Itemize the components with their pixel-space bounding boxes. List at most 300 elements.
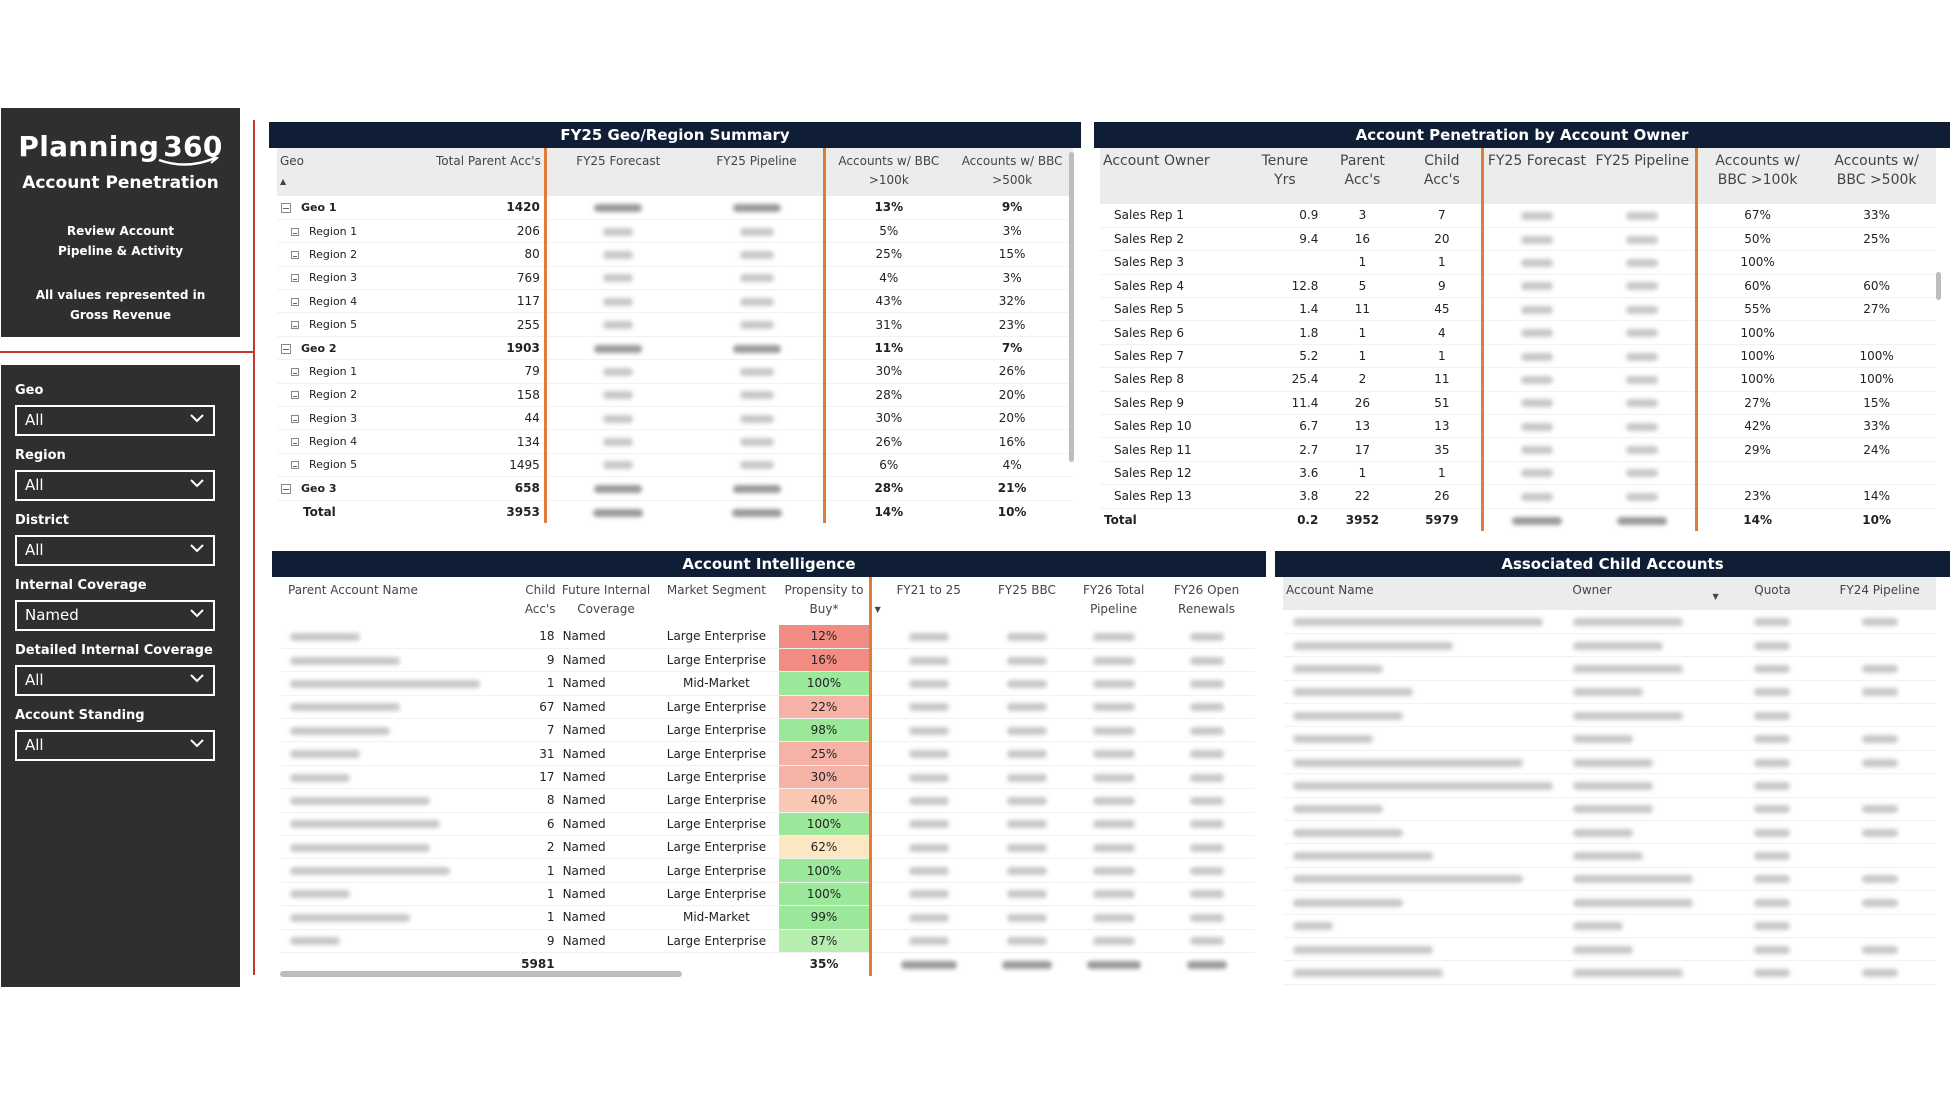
cell-segment: Large Enterprise [653, 648, 779, 671]
panel-title: Associated Child Accounts [1275, 551, 1950, 577]
redacted-value [290, 774, 350, 782]
redacted-value [1093, 633, 1135, 641]
redacted-value [1626, 469, 1658, 477]
cell-forecast [1483, 274, 1590, 297]
cell-segment: Large Enterprise [653, 742, 779, 765]
panel-title: FY25 Geo/Region Summary [269, 122, 1081, 148]
redacted-value [1754, 665, 1790, 673]
cell-bbc100: 100% [1696, 368, 1817, 391]
cell-tenure: 1.4 [1248, 298, 1323, 321]
expand-icon[interactable] [291, 415, 299, 423]
cell-parent: 16 [1322, 227, 1402, 250]
cell-quota [1722, 680, 1824, 703]
table-row[interactable] [277, 313, 1073, 336]
cell-quota [1722, 961, 1824, 984]
redacted-value [1190, 750, 1224, 758]
table-row[interactable] [277, 243, 1073, 266]
cell-name [277, 313, 421, 336]
table-row[interactable] [1283, 797, 1936, 820]
sort-asc-icon: ▲ [280, 177, 287, 186]
table-row[interactable] [280, 929, 1254, 952]
table-row[interactable] [1283, 891, 1936, 914]
redacted-value [1862, 618, 1898, 626]
cell-quota [1722, 704, 1824, 727]
cell-fy26-renewals [1159, 672, 1254, 695]
cell-pipeline [690, 290, 825, 313]
cell-coverage: Named [559, 929, 654, 952]
redacted-value [1093, 797, 1135, 805]
redacted-value [290, 890, 350, 898]
table-row[interactable] [1283, 704, 1936, 727]
col-header[interactable] [1569, 577, 1721, 610]
table-row[interactable] [1283, 774, 1936, 797]
cell-quota [1722, 750, 1824, 773]
redacted-value [1754, 618, 1790, 626]
table-row[interactable] [280, 906, 1254, 929]
cell-parents: 769 [421, 266, 545, 289]
cell-parents: 158 [421, 383, 545, 406]
cell-tenure: 25.4 [1248, 368, 1323, 391]
cell-bbc100: 4% [825, 266, 951, 289]
col-header[interactable] [277, 148, 421, 196]
redacted-value [1512, 517, 1562, 525]
redacted-value [290, 867, 450, 875]
cell-bbc100: 100% [1696, 251, 1817, 274]
table-row[interactable] [1100, 415, 1936, 438]
table-row[interactable] [1283, 610, 1936, 633]
cell-segment: Large Enterprise [653, 859, 779, 882]
cell-fy26-renewals [1159, 789, 1254, 812]
cell-forecast [1483, 227, 1590, 250]
region-name: Region 5 [309, 458, 358, 472]
col-header[interactable]: Account Owner [1100, 148, 1248, 204]
table-row[interactable] [1283, 750, 1936, 773]
cell-pipeline [1590, 438, 1697, 461]
table-row[interactable] [1283, 821, 1936, 844]
table-row[interactable] [280, 695, 1254, 718]
brand-description [1, 221, 240, 261]
col-header[interactable]: Child Acc's [1403, 148, 1483, 204]
table-row[interactable] [277, 383, 1073, 406]
redacted-value [603, 438, 633, 446]
table-row[interactable] [1283, 727, 1936, 750]
redacted-value [1007, 727, 1047, 735]
table-row[interactable] [280, 625, 1254, 648]
table-row[interactable] [1100, 227, 1936, 250]
internal-coverage-dropdown[interactable] [15, 600, 215, 631]
expand-icon[interactable] [291, 438, 299, 446]
cell-fy21-25 [870, 929, 986, 952]
table-row[interactable] [1100, 485, 1936, 508]
cell-forecast [1483, 344, 1590, 367]
redacted-value [1093, 774, 1135, 782]
table-row[interactable] [280, 765, 1254, 788]
cell-bbc500: 32% [951, 290, 1073, 313]
cell-fy26-pipeline [1068, 648, 1159, 671]
redacted-value [1007, 774, 1047, 782]
cell-fy26-pipeline [1068, 882, 1159, 905]
cell-pipeline [1590, 391, 1697, 414]
cell-bbc500: 15% [1817, 391, 1936, 414]
cell-child: 17 [505, 765, 559, 788]
table-header-row [1283, 577, 1936, 610]
cell-forecast [545, 243, 689, 266]
cell-child: 67 [505, 695, 559, 718]
detailed-coverage-dropdown[interactable] [15, 665, 215, 696]
cell-parent: 22 [1322, 485, 1402, 508]
col-header[interactable]: FY24 Pipeline [1823, 577, 1936, 610]
cell-parents: 44 [421, 407, 545, 430]
cell-bbc500: 10% [1862, 513, 1891, 528]
cell-pipeline [1590, 485, 1697, 508]
cell-account-name [280, 695, 505, 718]
redacted-value [1293, 759, 1523, 767]
table-row[interactable] [1283, 844, 1936, 867]
cell-bbc100: 42% [1696, 415, 1817, 438]
col-header[interactable]: Market Segment [666, 583, 766, 597]
table-row[interactable] [280, 742, 1254, 765]
redacted-value [1521, 329, 1553, 337]
redacted-value [1521, 236, 1553, 244]
redacted-value [1521, 353, 1553, 361]
cell-child: 9 [1403, 274, 1483, 297]
redacted-value [1862, 688, 1898, 696]
district-dropdown[interactable] [15, 535, 215, 566]
redacted-value [1754, 946, 1790, 954]
table-row[interactable] [1100, 274, 1936, 297]
table-row[interactable] [1100, 438, 1936, 461]
cell-forecast [545, 196, 689, 219]
expand-icon[interactable] [291, 274, 299, 282]
redacted-value [594, 345, 642, 353]
cell-bbc100: 43% [825, 290, 951, 313]
expand-icon[interactable] [291, 391, 299, 399]
cell-child: 51 [1403, 391, 1483, 414]
cell-bbc500 [1817, 321, 1936, 344]
cell-bbc500 [1817, 461, 1936, 484]
cell-pipeline [1590, 204, 1697, 227]
redacted-value [290, 914, 410, 922]
redacted-value [1521, 423, 1553, 431]
geo-dropdown[interactable] [15, 405, 215, 436]
cell-bbc100: 30% [825, 360, 951, 383]
redacted-value [1754, 805, 1790, 813]
cell-fy24-pipeline [1823, 704, 1936, 727]
cell-name [277, 430, 421, 453]
redacted-value [1626, 423, 1658, 431]
redacted-value [909, 914, 949, 922]
sort-desc-icon: ▼ [1712, 592, 1719, 601]
cell-fy26-pipeline [1068, 625, 1159, 648]
cell-fy26-pipeline [1068, 695, 1159, 718]
cell-segment: Large Enterprise [653, 882, 779, 905]
cell-pipeline [690, 196, 825, 219]
cell-fy26-pipeline [1068, 836, 1159, 859]
collapse-icon[interactable] [281, 344, 291, 354]
table-row[interactable] [1100, 251, 1936, 274]
table-row[interactable] [1100, 461, 1936, 484]
table-row[interactable] [1283, 867, 1936, 890]
table-row[interactable] [280, 672, 1254, 695]
cell-segment: Large Enterprise [653, 719, 779, 742]
cell-owner: Sales Rep 6 [1100, 321, 1248, 344]
table-row[interactable] [1283, 657, 1936, 680]
cell-forecast [1483, 508, 1590, 531]
cell-owner [1569, 914, 1721, 937]
cell-bbc500: 20% [951, 383, 1073, 406]
redacted-value [732, 509, 782, 517]
expand-icon[interactable] [291, 251, 299, 259]
col-header[interactable]: FY26 Open Renewals [1173, 583, 1240, 616]
cell-child: 1 [1403, 461, 1483, 484]
cell-owner [1569, 844, 1721, 867]
redacted-value [1573, 712, 1683, 720]
table-row[interactable] [1283, 914, 1936, 937]
cell-fy26-pipeline [1068, 742, 1159, 765]
col-header[interactable]: Accounts w/ BBC >500k [1817, 148, 1936, 204]
cell-name [277, 243, 421, 266]
redacted-value [740, 251, 774, 259]
cell-owner [1569, 633, 1721, 656]
cell-pipeline [1590, 461, 1697, 484]
cell-fy25-bbc [986, 625, 1069, 648]
redacted-value [1093, 867, 1135, 875]
col-header[interactable]: Propensity to Buy* [779, 577, 870, 625]
cell-bbc500: 7% [951, 336, 1073, 359]
redacted-value [1573, 946, 1633, 954]
cell-account-name [280, 859, 505, 882]
expand-icon[interactable] [291, 298, 299, 306]
table-row[interactable] [280, 789, 1254, 812]
table-row[interactable] [277, 219, 1073, 242]
cell-owner: Sales Rep 2 [1100, 227, 1248, 250]
filter-label: Internal Coverage [15, 578, 147, 593]
cell-fy24-pipeline [1823, 774, 1936, 797]
col-header[interactable]: FY26 Total Pipeline [1082, 583, 1145, 616]
table-row[interactable] [277, 290, 1073, 313]
table-row[interactable] [1283, 937, 1936, 960]
region-name: Region 1 [309, 364, 358, 378]
redacted-value [1007, 797, 1047, 805]
redacted-value [603, 391, 633, 399]
col-header[interactable]: Accounts w/ BBC >100k [1696, 148, 1817, 204]
expand-icon[interactable] [291, 228, 299, 236]
cell-propensity: 100% [779, 672, 870, 695]
col-header[interactable]: Accounts w/ BBC >100k [825, 148, 951, 196]
cell-account-name [280, 789, 505, 812]
redacted-value [603, 298, 633, 306]
table-row[interactable] [1283, 633, 1936, 656]
cell-forecast [545, 430, 689, 453]
cell-owner [1569, 821, 1721, 844]
cell-tenure: 12.8 [1248, 274, 1323, 297]
col-header[interactable]: Total Parent Acc's [421, 148, 545, 196]
cell-segment: Large Enterprise [653, 765, 779, 788]
cell-account-name [280, 625, 505, 648]
logo-number-text: 360 [163, 130, 223, 163]
redacted-value [740, 228, 774, 236]
col-header[interactable]: Accounts w/ BBC >500k [951, 148, 1073, 196]
account-standing-dropdown[interactable] [15, 730, 215, 761]
table-row[interactable] [277, 336, 1073, 359]
cell-quota [1722, 727, 1824, 750]
table-row[interactable] [280, 859, 1254, 882]
scrollbar[interactable] [1936, 272, 1941, 300]
cell-name: Total [303, 505, 336, 520]
table-row[interactable] [1283, 680, 1936, 703]
cell-child: 1 [505, 859, 559, 882]
table-row[interactable] [277, 477, 1073, 500]
cell-pipeline [690, 477, 825, 500]
expand-icon[interactable] [291, 321, 299, 329]
cell-fy25-bbc [986, 882, 1069, 905]
redacted-value [1007, 890, 1047, 898]
redacted-value [1754, 759, 1790, 767]
cell-quota [1722, 937, 1824, 960]
dropdown-value: All [25, 541, 44, 559]
cell-child: 1 [505, 906, 559, 929]
cell-bbc500: 21% [951, 477, 1073, 500]
cell-account-name [1283, 914, 1569, 937]
col-header[interactable]: Child Acc's [524, 583, 556, 616]
redacted-value [1293, 946, 1433, 954]
expand-icon[interactable] [291, 368, 299, 376]
col-header[interactable]: Parent Account Name [288, 583, 418, 597]
cell-tenure: 0.2 [1297, 513, 1319, 528]
cell-owner [1569, 774, 1721, 797]
table-row[interactable] [280, 836, 1254, 859]
redacted-value [733, 345, 781, 353]
table-row[interactable] [280, 812, 1254, 835]
table-row[interactable] [277, 453, 1073, 476]
redacted-value [1293, 735, 1373, 743]
redacted-value [1754, 899, 1790, 907]
expand-icon[interactable] [291, 461, 299, 469]
redacted-value [1626, 236, 1658, 244]
col-header[interactable]: FY25 Forecast [545, 148, 689, 196]
redacted-value [909, 680, 949, 688]
col-header[interactable]: Parent Acc's [1322, 148, 1402, 204]
col-header[interactable]: Quota [1722, 577, 1824, 610]
cell-fy24-pipeline [1823, 750, 1936, 773]
table-row[interactable] [1100, 204, 1936, 227]
redacted-value [740, 274, 774, 282]
table-row[interactable] [277, 430, 1073, 453]
table-row[interactable] [277, 196, 1073, 219]
cell-fy24-pipeline [1823, 867, 1936, 890]
region-dropdown[interactable] [15, 470, 215, 501]
cell-fy25-bbc [986, 859, 1069, 882]
cell-fy26-renewals [1159, 765, 1254, 788]
redacted-value [1002, 961, 1052, 969]
redacted-value [1754, 922, 1790, 930]
table-row[interactable] [1100, 321, 1936, 344]
dropdown-value: Named [25, 606, 79, 624]
redacted-value [1521, 376, 1553, 384]
intel-table [280, 577, 1254, 976]
redacted-value [603, 461, 633, 469]
filter-label: Account Standing [15, 708, 145, 723]
table-row[interactable] [280, 648, 1254, 671]
brand-desc-line2: Pipeline & Activity [57, 244, 184, 258]
table-row[interactable] [277, 360, 1073, 383]
redacted-value [1862, 946, 1898, 954]
col-header[interactable]: Future Internal Coverage [561, 583, 651, 616]
redacted-value [1862, 735, 1898, 743]
cell-owner: Sales Rep 12 [1100, 461, 1248, 484]
table-row[interactable] [280, 719, 1254, 742]
redacted-value [909, 890, 949, 898]
scrollbar-horizontal[interactable] [280, 971, 682, 977]
redacted-value [1293, 969, 1443, 977]
table-row[interactable] [1100, 391, 1936, 414]
cell-pipeline [690, 360, 825, 383]
redacted-value [1093, 727, 1135, 735]
cell-parents: 3953 [421, 500, 545, 523]
cell-child: 35 [1403, 438, 1483, 461]
collapse-icon[interactable] [281, 203, 291, 213]
col-header[interactable]: Account Name [1283, 577, 1569, 610]
geo-name: Geo 2 [301, 341, 337, 355]
table-row[interactable] [1100, 344, 1936, 367]
redacted-value [1573, 852, 1643, 860]
table-row[interactable] [280, 882, 1254, 905]
cell-tenure [1248, 251, 1323, 274]
cell-fy25-bbc [986, 695, 1069, 718]
table-row[interactable] [277, 407, 1073, 430]
cell-pipeline [690, 383, 825, 406]
table-row[interactable] [1283, 961, 1936, 984]
cell-quota [1722, 844, 1824, 867]
table-row[interactable] [277, 266, 1073, 289]
redacted-value [1007, 867, 1047, 875]
redacted-value [290, 657, 400, 665]
cell-bbc500: 25% [1817, 227, 1936, 250]
cell-bbc100: 11% [825, 336, 951, 359]
redacted-value [603, 368, 633, 376]
col-header[interactable]: FY25 Forecast [1483, 148, 1590, 204]
cell-bbc500: 26% [951, 360, 1073, 383]
cell-quota [1722, 610, 1824, 633]
cell-propensity: 22% [779, 695, 870, 718]
cell-forecast [1483, 368, 1590, 391]
region-name: Region 2 [309, 247, 358, 261]
col-header[interactable]: Tenure Yrs [1248, 148, 1323, 204]
cell-account-name [280, 812, 505, 835]
cell-coverage: Named [559, 789, 654, 812]
redacted-value [1293, 899, 1403, 907]
redacted-value [1573, 759, 1653, 767]
cell-coverage: Named [559, 882, 654, 905]
redacted-value [1573, 618, 1683, 626]
panel-title: Account Penetration by Account Owner [1094, 122, 1950, 148]
cell-fy25-bbc [986, 836, 1069, 859]
col-header[interactable]: FY25 Pipeline [1590, 148, 1697, 204]
col-header[interactable]: FY25 Pipeline [690, 148, 825, 196]
cell-fy26-pipeline [1068, 906, 1159, 929]
scrollbar[interactable] [1069, 152, 1074, 462]
redacted-value [1190, 844, 1224, 852]
table-row[interactable] [1100, 298, 1936, 321]
table-row[interactable] [1100, 368, 1936, 391]
geo-name: Geo 3 [301, 481, 337, 495]
col-header[interactable]: FY25 BBC [997, 583, 1056, 597]
cell-forecast [545, 500, 689, 523]
collapse-icon[interactable] [281, 484, 291, 494]
cell-pipeline [1590, 227, 1697, 250]
redacted-value [1190, 680, 1224, 688]
col-header[interactable] [870, 577, 986, 625]
